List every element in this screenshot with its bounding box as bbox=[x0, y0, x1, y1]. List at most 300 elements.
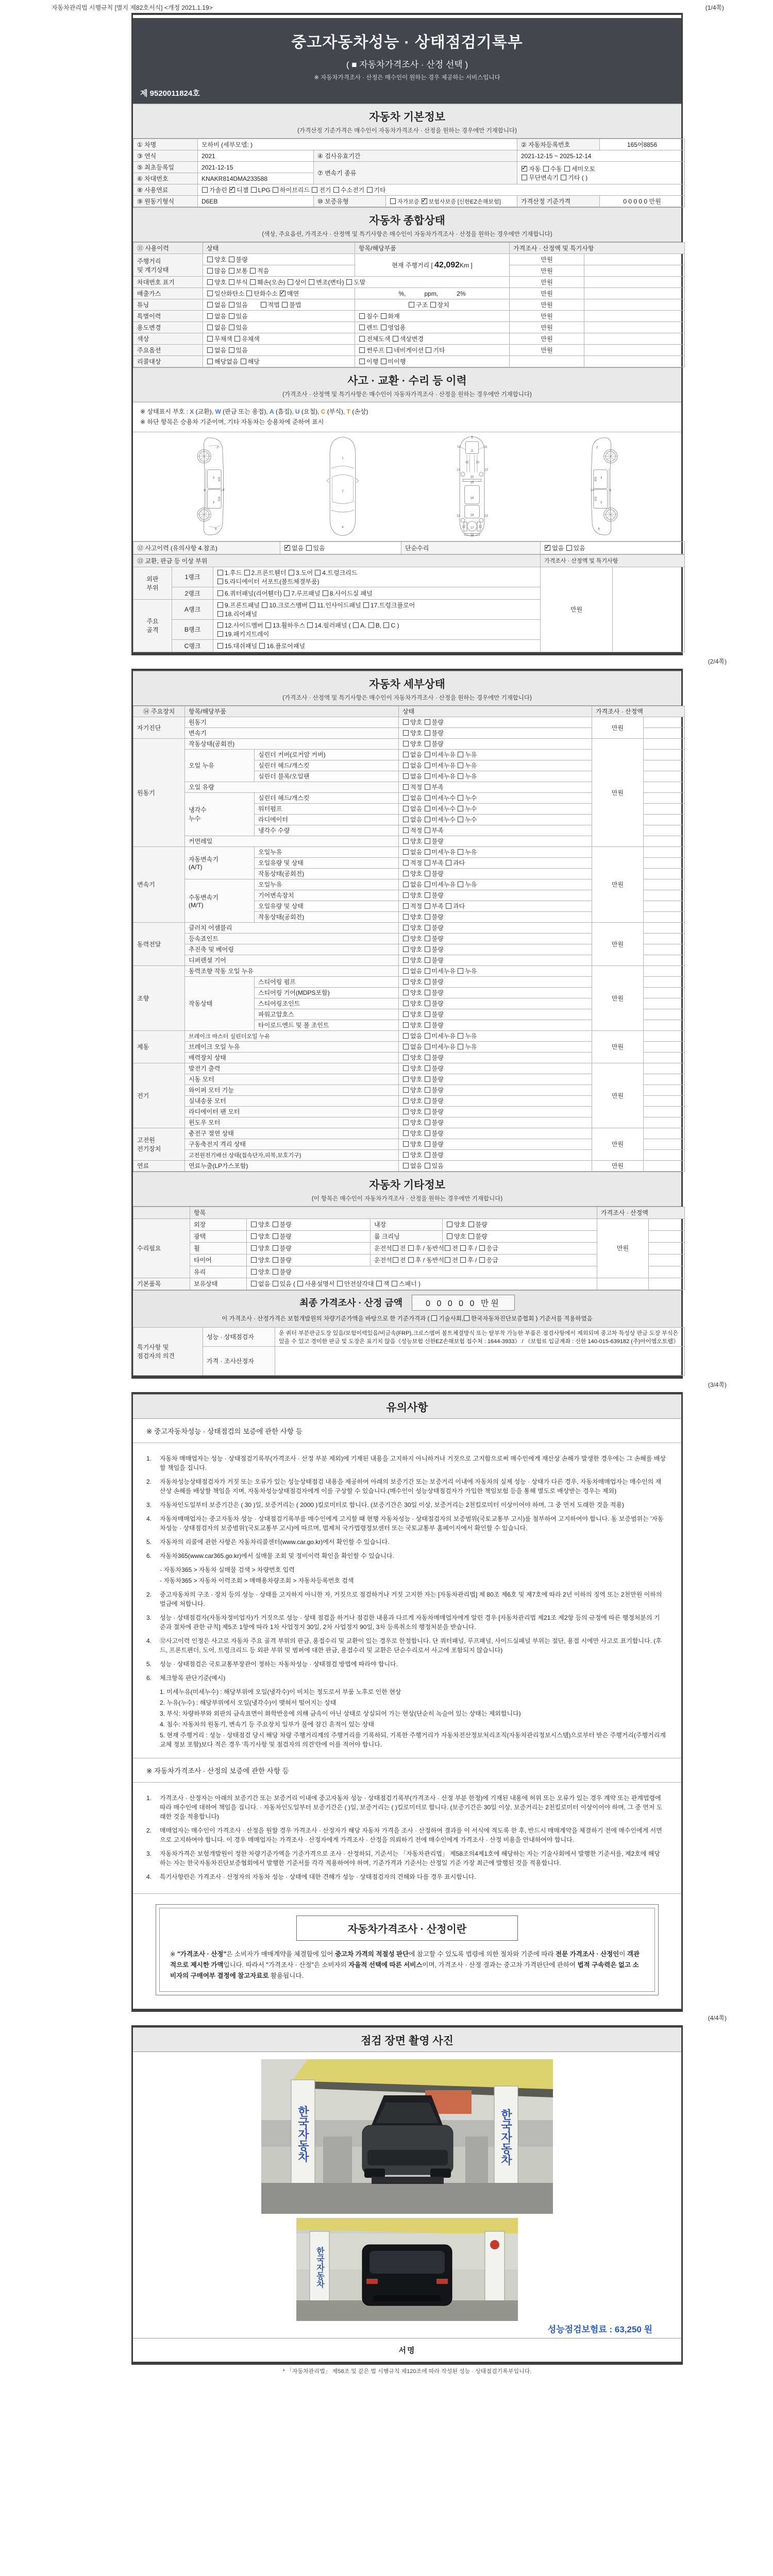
checkbox-unchecked[interactable] bbox=[246, 291, 252, 296]
checkbox-unchecked[interactable] bbox=[403, 1163, 409, 1168]
checkbox-unchecked[interactable] bbox=[251, 1222, 257, 1227]
cell: 작동상태 bbox=[185, 976, 255, 1030]
explain-paragraph: ※ "가격조사 · 산정"은 소비자가 매매계약을 체결함에 있어 중고차 가격의 적절성 판단에 참고할 수 있도록 법령에 의한 절차와 기준에 따라 전문 가격조사 · 산정인이 객관적으로 제시한 가액입니다. 따라서 "가격조사 · 산정"은 소비자의 자율적 선택에 따른 서비스이며, 가격조사 · 산정 결과는 중고차 가격판단에 관하여 법적 구속력은 없고 소비자의 구매여부 결정에 참고자료로 활용됩니다. bbox=[170, 1950, 640, 1980]
cell: 양호 불량 bbox=[247, 1218, 371, 1230]
checkbox-unchecked[interactable] bbox=[425, 741, 430, 747]
cell bbox=[644, 760, 685, 771]
checkbox-unchecked[interactable] bbox=[353, 622, 359, 628]
checkbox-unchecked[interactable] bbox=[207, 302, 213, 308]
checkbox-unchecked[interactable] bbox=[403, 914, 409, 920]
checkbox-unchecked[interactable] bbox=[306, 545, 312, 551]
checkbox-unchecked[interactable] bbox=[282, 302, 288, 308]
checkbox-unchecked[interactable] bbox=[273, 1269, 278, 1275]
diagram-part-number: 6 bbox=[214, 527, 216, 531]
cell: 연료 bbox=[133, 1160, 185, 1171]
checkbox-unchecked[interactable] bbox=[217, 579, 223, 584]
checkbox-unchecked[interactable] bbox=[383, 622, 389, 628]
cell bbox=[644, 717, 685, 727]
checkbox-unchecked[interactable] bbox=[207, 347, 213, 353]
checkbox-unchecked[interactable] bbox=[217, 602, 223, 608]
checkbox-unchecked[interactable] bbox=[251, 187, 257, 193]
document-subtitle: ( ■ 자동차가격조사 · 산정 선택 ) bbox=[346, 60, 468, 70]
cell: 2021-12-15 bbox=[198, 162, 314, 173]
section-title-detail: 자동차 세부상태 (가격조사 · 산정액 및 특기사항은 매수인이 자동차가격조사 · 산정을 원하는 경우에만 기재합니다) bbox=[133, 671, 681, 706]
checkbox-unchecked[interactable] bbox=[425, 946, 430, 952]
checkbox-unchecked[interactable] bbox=[425, 1055, 430, 1060]
checkbox-unchecked[interactable] bbox=[312, 187, 317, 193]
checkbox-unchecked[interactable] bbox=[376, 1281, 382, 1286]
checkbox-unchecked[interactable] bbox=[381, 325, 386, 330]
checkbox-unchecked[interactable] bbox=[425, 860, 430, 866]
checkbox-unchecked[interactable] bbox=[425, 925, 430, 930]
checkbox-unchecked[interactable] bbox=[425, 1098, 430, 1104]
checkbox-unchecked[interactable] bbox=[217, 622, 223, 628]
checkbox-unchecked[interactable] bbox=[458, 849, 463, 855]
checkbox-unchecked[interactable] bbox=[458, 968, 463, 974]
cell bbox=[644, 814, 685, 825]
checkbox-unchecked[interactable] bbox=[207, 257, 213, 262]
checkbox-unchecked[interactable] bbox=[392, 1281, 397, 1286]
cell: 스티어링 펌프 bbox=[255, 976, 399, 987]
checkbox-unchecked[interactable] bbox=[403, 882, 409, 887]
document-number: 제 9520011824호 bbox=[140, 89, 200, 98]
checkbox-unchecked[interactable] bbox=[207, 268, 213, 274]
checkbox-unchecked[interactable] bbox=[425, 892, 430, 898]
checkbox-unchecked[interactable] bbox=[425, 773, 430, 779]
checkbox-unchecked[interactable] bbox=[265, 622, 271, 628]
checkbox-unchecked[interactable] bbox=[251, 1269, 257, 1275]
cell: ⑫ 사고이력 (유의사항 4.참조) bbox=[133, 541, 280, 554]
checkbox-unchecked[interactable] bbox=[207, 291, 213, 296]
checkbox-unchecked[interactable] bbox=[458, 882, 463, 887]
cell: 기어변속장치 bbox=[255, 890, 399, 901]
checkbox-unchecked[interactable] bbox=[403, 979, 409, 985]
diagram-part-number: 12 bbox=[475, 461, 479, 465]
cell bbox=[644, 987, 685, 998]
checkbox-unchecked[interactable] bbox=[458, 1033, 463, 1039]
cell: 양호 불량 bbox=[399, 1117, 592, 1128]
cell: 기본품목 bbox=[133, 1278, 190, 1290]
checkbox-unchecked[interactable] bbox=[445, 1245, 450, 1251]
cell bbox=[584, 322, 685, 333]
checkbox-unchecked[interactable] bbox=[425, 1044, 430, 1049]
checkbox-unchecked[interactable] bbox=[403, 936, 409, 941]
checkbox-unchecked[interactable] bbox=[522, 175, 527, 180]
checkbox-unchecked[interactable] bbox=[479, 1257, 485, 1263]
cell: 가격조사 · 산정액 bbox=[597, 1207, 685, 1218]
checkbox-unchecked[interactable] bbox=[234, 336, 240, 342]
checkbox-unchecked[interactable] bbox=[337, 1281, 343, 1286]
checkbox-unchecked[interactable] bbox=[229, 313, 234, 319]
checkbox-unchecked[interactable] bbox=[403, 1065, 409, 1071]
checkbox-unchecked[interactable] bbox=[393, 1245, 398, 1251]
cell: 오일누유 bbox=[255, 846, 399, 857]
checkbox-unchecked[interactable] bbox=[259, 643, 265, 649]
checkbox-unchecked[interactable] bbox=[403, 1022, 409, 1028]
checkbox-unchecked[interactable] bbox=[458, 806, 463, 811]
checkbox-unchecked[interactable] bbox=[403, 1141, 409, 1147]
checkbox-checked[interactable] bbox=[284, 545, 290, 551]
cell: 외판 부위 bbox=[133, 567, 172, 599]
checkbox-unchecked[interactable] bbox=[561, 175, 566, 180]
cell: 타이어 bbox=[190, 1254, 247, 1266]
cell: KNAKR814DMA233588 bbox=[198, 173, 314, 184]
checkbox-unchecked[interactable] bbox=[217, 570, 223, 575]
cell bbox=[644, 1095, 685, 1106]
checkbox-unchecked[interactable] bbox=[458, 795, 463, 801]
checkbox-unchecked[interactable] bbox=[409, 302, 414, 308]
checkbox-unchecked[interactable] bbox=[393, 336, 398, 342]
checkbox-unchecked[interactable] bbox=[367, 187, 373, 193]
cell bbox=[584, 333, 685, 345]
cell: 침수 화재 bbox=[355, 311, 510, 322]
overall-status-table bbox=[133, 242, 681, 367]
checkbox-unchecked[interactable] bbox=[425, 1033, 430, 1039]
checkbox-unchecked[interactable] bbox=[425, 730, 430, 736]
checkbox-unchecked[interactable] bbox=[458, 762, 463, 768]
checkbox-unchecked[interactable] bbox=[250, 268, 256, 274]
checkbox-unchecked[interactable] bbox=[381, 313, 386, 319]
checkbox-unchecked[interactable] bbox=[403, 1098, 409, 1104]
diagram-part-number: 2 bbox=[216, 446, 219, 450]
checkbox-unchecked[interactable] bbox=[425, 762, 430, 768]
checkbox-unchecked[interactable] bbox=[464, 1315, 469, 1321]
checkbox-unchecked[interactable] bbox=[315, 570, 321, 575]
cell: ⑩ 보증유형 bbox=[314, 196, 386, 207]
checkbox-unchecked[interactable] bbox=[403, 730, 409, 736]
checkbox-checked[interactable] bbox=[545, 545, 550, 551]
checkbox-unchecked[interactable] bbox=[425, 1001, 430, 1006]
checkbox-unchecked[interactable] bbox=[217, 643, 223, 649]
signature-row[interactable] bbox=[133, 2338, 681, 2362]
checkbox-checked[interactable] bbox=[229, 187, 235, 193]
checkbox-unchecked[interactable] bbox=[425, 827, 430, 833]
checkbox-unchecked[interactable] bbox=[390, 198, 396, 204]
checkbox-unchecked[interactable] bbox=[403, 1055, 409, 1060]
checkbox-unchecked[interactable] bbox=[217, 590, 223, 596]
notice-item: 5. 성능 · 상태점검은 국토교통부장관이 정하는 자동차성능 · 상태점검 방법에 따라야 합니다. bbox=[146, 1660, 398, 1668]
legend-symbol: A bbox=[270, 408, 274, 415]
cell: 실린더 헤드/개스킷 bbox=[255, 792, 399, 803]
checkbox-unchecked[interactable] bbox=[425, 1130, 430, 1136]
checkbox-unchecked[interactable] bbox=[408, 1245, 414, 1251]
cell: 없음 미세누유 누유 bbox=[399, 1030, 592, 1041]
checkbox-unchecked[interactable] bbox=[425, 1076, 430, 1082]
cell: 양호 불량 bbox=[399, 933, 592, 944]
checkbox-checked[interactable] bbox=[522, 166, 527, 172]
cell: ④ 검사유효기간 bbox=[314, 150, 517, 162]
checkbox-unchecked[interactable] bbox=[403, 817, 409, 822]
checkbox-unchecked[interactable] bbox=[425, 882, 430, 887]
cell: 실내송풍 모터 bbox=[185, 1095, 399, 1106]
checkbox-unchecked[interactable] bbox=[229, 257, 234, 262]
cell bbox=[649, 1278, 685, 1290]
checkbox-unchecked[interactable] bbox=[403, 784, 409, 790]
diagram-part-number: 11 bbox=[483, 445, 488, 449]
checkbox-unchecked[interactable] bbox=[403, 946, 409, 952]
cell: 자기진단 bbox=[133, 717, 185, 738]
checkbox-unchecked[interactable] bbox=[250, 279, 256, 285]
cell: 양호 불량 bbox=[399, 890, 592, 901]
checkbox-checked[interactable] bbox=[280, 291, 285, 296]
diagram-part-number: 7 bbox=[341, 490, 344, 494]
checkbox-unchecked[interactable] bbox=[425, 1141, 430, 1147]
checkbox-unchecked[interactable] bbox=[273, 1281, 278, 1286]
checkbox-unchecked[interactable] bbox=[363, 602, 369, 608]
cell bbox=[649, 1218, 685, 1230]
cell: 양호 불량 bbox=[399, 1106, 592, 1117]
checkbox-unchecked[interactable] bbox=[386, 347, 392, 353]
checkbox-unchecked[interactable] bbox=[425, 979, 430, 985]
cell: 없음 미세누유 누유 bbox=[399, 771, 592, 782]
checkbox-unchecked[interactable] bbox=[307, 622, 313, 628]
checkbox-unchecked[interactable] bbox=[288, 279, 293, 285]
cell bbox=[644, 901, 685, 911]
checkbox-unchecked[interactable] bbox=[284, 590, 290, 596]
checkbox-unchecked[interactable] bbox=[244, 570, 250, 575]
checkbox-unchecked[interactable] bbox=[425, 795, 430, 801]
checkbox-unchecked[interactable] bbox=[217, 631, 223, 637]
checkbox-unchecked[interactable] bbox=[241, 359, 246, 364]
checkbox-unchecked[interactable] bbox=[359, 336, 365, 342]
checkbox-unchecked[interactable] bbox=[425, 968, 430, 974]
cell: 썬루프 네비게이션 기타 bbox=[355, 345, 510, 356]
checkbox-unchecked[interactable] bbox=[403, 1033, 409, 1039]
checkbox-unchecked[interactable] bbox=[403, 990, 409, 995]
cell: 만원 bbox=[510, 265, 584, 277]
checkbox-unchecked[interactable] bbox=[543, 166, 549, 172]
checkbox-unchecked[interactable] bbox=[425, 936, 430, 941]
checkbox-unchecked[interactable] bbox=[403, 1087, 409, 1093]
checkbox-unchecked[interactable] bbox=[273, 1245, 278, 1251]
cell: 12.사이드멤버 13.휠하우스 14.필러패널 ( A, B, C ) 19.패키지트레이 bbox=[213, 619, 541, 639]
checkbox-unchecked[interactable] bbox=[425, 903, 430, 909]
checkbox-unchecked[interactable] bbox=[368, 622, 374, 628]
checkbox-unchecked[interactable] bbox=[446, 903, 451, 909]
notice-item: 3. 자동차인도일부터 보증기간은 ( 30 )일, 보증거리는 ( 2000 )킬로미터로 합니다. (보증기간은 30일 이상, 보증거리는 2천킬로미터 이상이어야 하며, 그 중 먼저 도래한 것을 적용) bbox=[146, 1501, 625, 1509]
notice-item: 4. 특기사항란은 가격조사 · 산정자의 자동차 성능 · 상태에 대한 견해가 성능 · 상태점검자의 견해와 다를 경우 표시합니다. bbox=[146, 1873, 476, 1880]
checkbox-unchecked[interactable] bbox=[458, 773, 463, 779]
cell: 구조 장치 bbox=[355, 299, 510, 311]
checkbox-unchecked[interactable] bbox=[564, 166, 570, 172]
checkbox-unchecked[interactable] bbox=[425, 1011, 430, 1017]
checkbox-unchecked[interactable] bbox=[202, 187, 208, 193]
checkbox-unchecked[interactable] bbox=[251, 1257, 257, 1263]
checkbox-unchecked[interactable] bbox=[425, 719, 430, 725]
checkbox-unchecked[interactable] bbox=[217, 611, 223, 617]
checkbox-unchecked[interactable] bbox=[403, 1001, 409, 1006]
diagram-part-number: 16 bbox=[470, 496, 474, 500]
section-title-photos: 점검 장면 촬영 사진 bbox=[133, 2027, 681, 2052]
cell: ⑥ 차대번호 bbox=[133, 173, 198, 184]
checkbox-unchecked[interactable] bbox=[425, 957, 430, 963]
checkbox-unchecked[interactable] bbox=[262, 602, 267, 608]
checkbox-unchecked[interactable] bbox=[425, 1120, 430, 1125]
checkbox-unchecked[interactable] bbox=[403, 762, 409, 768]
checkbox-unchecked[interactable] bbox=[403, 719, 409, 725]
checkbox-unchecked[interactable] bbox=[425, 806, 430, 811]
checkbox-unchecked[interactable] bbox=[403, 925, 409, 930]
cell bbox=[584, 345, 685, 356]
cell bbox=[644, 965, 685, 976]
checkbox-unchecked[interactable] bbox=[425, 849, 430, 855]
checkbox-unchecked[interactable] bbox=[207, 336, 213, 342]
checkbox-unchecked[interactable] bbox=[229, 325, 234, 330]
checkbox-unchecked[interactable] bbox=[273, 1257, 278, 1263]
checkbox-unchecked[interactable] bbox=[403, 1130, 409, 1136]
checkbox-unchecked[interactable] bbox=[289, 570, 294, 575]
checkbox-unchecked[interactable] bbox=[460, 1245, 466, 1251]
cell: ② 자동차등록번호 bbox=[517, 139, 600, 150]
cell: 실린더 블록/오일팬 bbox=[255, 771, 399, 782]
cell: 등속죠인트 bbox=[185, 933, 399, 944]
checkbox-unchecked[interactable] bbox=[403, 892, 409, 898]
checkbox-unchecked[interactable] bbox=[310, 602, 315, 608]
checkbox-checked[interactable] bbox=[422, 198, 427, 204]
checkbox-unchecked[interactable] bbox=[447, 1222, 452, 1227]
checkbox-unchecked[interactable] bbox=[403, 1120, 409, 1125]
checkbox-unchecked[interactable] bbox=[403, 1044, 409, 1049]
cell: 무채색 유채색 bbox=[203, 333, 355, 345]
checkbox-unchecked[interactable] bbox=[403, 752, 409, 757]
checkbox-unchecked[interactable] bbox=[229, 268, 234, 274]
checkbox-unchecked[interactable] bbox=[458, 1044, 463, 1049]
checkbox-unchecked[interactable] bbox=[425, 838, 430, 844]
checkbox-unchecked[interactable] bbox=[403, 795, 409, 801]
cell: 양호 불량 bbox=[399, 1128, 592, 1139]
diagram-part-number: 12 bbox=[465, 461, 468, 465]
checkbox-unchecked[interactable] bbox=[403, 1152, 409, 1158]
car-diagram-panel bbox=[133, 432, 681, 541]
checkbox-unchecked[interactable] bbox=[458, 817, 463, 822]
checkbox-unchecked[interactable] bbox=[430, 302, 436, 308]
cell: 변속기 bbox=[133, 846, 185, 922]
checkbox-unchecked[interactable] bbox=[297, 1281, 303, 1286]
checkbox-unchecked[interactable] bbox=[403, 968, 409, 974]
cell: 항목/해당부품 bbox=[355, 243, 510, 254]
checkbox-unchecked[interactable] bbox=[425, 1152, 430, 1158]
cell: 양호 불량 bbox=[247, 1242, 371, 1254]
cell bbox=[644, 879, 685, 890]
checkbox-unchecked[interactable] bbox=[425, 1065, 430, 1071]
checkbox-unchecked[interactable] bbox=[425, 1109, 430, 1114]
cell: 적정 부족 과다 bbox=[399, 901, 592, 911]
checkbox-unchecked[interactable] bbox=[425, 1022, 430, 1028]
checkbox-unchecked[interactable] bbox=[393, 1257, 398, 1263]
checkbox-unchecked[interactable] bbox=[403, 957, 409, 963]
cell bbox=[644, 1052, 685, 1063]
checkbox-unchecked[interactable] bbox=[408, 1257, 414, 1263]
checkbox-unchecked[interactable] bbox=[273, 1222, 278, 1227]
checkbox-unchecked[interactable] bbox=[425, 752, 430, 757]
checkbox-unchecked[interactable] bbox=[323, 590, 328, 596]
cell: 구동축전지 격리 상태 bbox=[185, 1139, 399, 1149]
checkbox-unchecked[interactable] bbox=[446, 860, 451, 866]
checkbox-unchecked[interactable] bbox=[447, 1233, 452, 1239]
checkbox-unchecked[interactable] bbox=[403, 871, 409, 876]
footer-note: * 「자동차관리법」 제58조 및 같은 법 시행규칙 제120조에 따라 작성된 성능 · 상태점검기록부입니다. bbox=[282, 2368, 532, 2375]
checkbox-unchecked[interactable] bbox=[403, 741, 409, 747]
checkbox-unchecked[interactable] bbox=[403, 838, 409, 844]
checkbox-unchecked[interactable] bbox=[468, 1222, 474, 1227]
checkbox-unchecked[interactable] bbox=[403, 1011, 409, 1017]
checkbox-unchecked[interactable] bbox=[403, 1076, 409, 1082]
checkbox-unchecked[interactable] bbox=[207, 325, 213, 330]
checkbox-unchecked[interactable] bbox=[273, 187, 278, 193]
checkbox-unchecked[interactable] bbox=[458, 752, 463, 757]
checkbox-unchecked[interactable] bbox=[425, 871, 430, 876]
checkbox-unchecked[interactable] bbox=[403, 903, 409, 909]
checkbox-unchecked[interactable] bbox=[359, 325, 365, 330]
checkbox-unchecked[interactable] bbox=[273, 1233, 278, 1239]
checkbox-unchecked[interactable] bbox=[403, 773, 409, 779]
checkbox-unchecked[interactable] bbox=[403, 827, 409, 833]
checkbox-unchecked[interactable] bbox=[251, 1233, 257, 1239]
checkbox-unchecked[interactable] bbox=[229, 279, 234, 285]
checkbox-unchecked[interactable] bbox=[309, 279, 314, 285]
cell: 없음 미세누유 누유 bbox=[399, 1041, 592, 1052]
checkbox-unchecked[interactable] bbox=[403, 860, 409, 866]
checkbox-unchecked[interactable] bbox=[479, 1245, 485, 1251]
diagram-part-number: 12 bbox=[478, 525, 482, 529]
checkbox-unchecked[interactable] bbox=[261, 302, 266, 308]
checkbox-unchecked[interactable] bbox=[359, 347, 365, 353]
checkbox-unchecked[interactable] bbox=[229, 347, 234, 353]
cell: 조향 bbox=[133, 965, 185, 1030]
checkbox-unchecked[interactable] bbox=[431, 1315, 437, 1321]
checkbox-unchecked[interactable] bbox=[403, 806, 409, 811]
cell bbox=[644, 1160, 685, 1171]
checkbox-unchecked[interactable] bbox=[425, 784, 430, 790]
checkbox-unchecked[interactable] bbox=[403, 1109, 409, 1114]
checkbox-unchecked[interactable] bbox=[207, 359, 213, 364]
diagram-part-number: 13 bbox=[456, 514, 460, 518]
accident-legend bbox=[133, 402, 681, 432]
legend-symbol: C bbox=[321, 408, 326, 415]
checkbox-unchecked[interactable] bbox=[333, 187, 339, 193]
cell: 디퍼렌셜 기어 bbox=[185, 955, 399, 965]
cell: 양호 불량 bbox=[399, 1063, 592, 1074]
checkbox-unchecked[interactable] bbox=[566, 545, 572, 551]
checkbox-unchecked[interactable] bbox=[425, 914, 430, 920]
checkbox-unchecked[interactable] bbox=[425, 817, 430, 822]
checkbox-unchecked[interactable] bbox=[359, 313, 365, 319]
checkbox-unchecked[interactable] bbox=[425, 1087, 430, 1093]
cell: ⑧ 사용연료 bbox=[133, 184, 198, 196]
checkbox-unchecked[interactable] bbox=[359, 359, 365, 364]
checkbox-unchecked[interactable] bbox=[460, 1257, 466, 1263]
checkbox-unchecked[interactable] bbox=[468, 1233, 474, 1239]
checkbox-unchecked[interactable] bbox=[425, 1163, 430, 1168]
cell: 만원 bbox=[592, 1063, 644, 1128]
cell: 라디에이터 팬 모터 bbox=[185, 1106, 399, 1117]
checkbox-unchecked[interactable] bbox=[207, 313, 213, 319]
cell: 모하비 (세부모델: ) bbox=[198, 139, 517, 150]
checkbox-unchecked[interactable] bbox=[251, 1281, 257, 1286]
checkbox-unchecked[interactable] bbox=[346, 279, 352, 285]
checkbox-unchecked[interactable] bbox=[426, 347, 431, 353]
cell: 용도변경 bbox=[133, 322, 203, 333]
cell: 없음 미세누수 누수 bbox=[399, 803, 592, 814]
checkbox-unchecked[interactable] bbox=[381, 359, 386, 364]
checkbox-unchecked[interactable] bbox=[403, 849, 409, 855]
checkbox-unchecked[interactable] bbox=[425, 990, 430, 995]
checkbox-unchecked[interactable] bbox=[251, 1245, 257, 1251]
diagram-part-number: 8 bbox=[203, 488, 206, 493]
checkbox-unchecked[interactable] bbox=[445, 1257, 450, 1263]
checkbox-unchecked[interactable] bbox=[229, 302, 234, 308]
checkbox-unchecked[interactable] bbox=[207, 279, 213, 285]
